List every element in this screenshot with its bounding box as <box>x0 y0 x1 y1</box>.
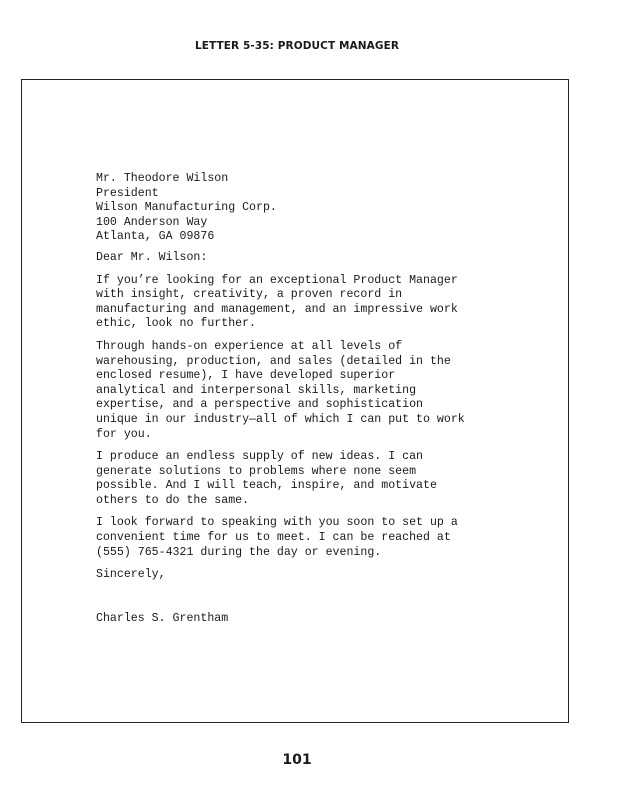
address-line: Atlanta, GA 09876 <box>96 230 215 244</box>
paragraph-line: analytical and interpersonal skills, marketing <box>96 383 417 397</box>
signature-name: Charles S. Grentham <box>96 611 229 625</box>
address-line: Mr. Theodore Wilson <box>96 172 229 185</box>
paragraph-line: expertise, and a perspective and sophistication <box>96 398 423 412</box>
paragraph-line: generate solutions to problems where none seem <box>96 464 417 478</box>
paragraph <box>96 274 516 332</box>
paragraph <box>96 516 516 560</box>
paragraph-line: Through hands-on experience at all levels of <box>96 339 403 353</box>
paragraph <box>96 450 516 508</box>
closing: Sincerely, <box>96 568 166 582</box>
paragraph-line: manufacturing and management, and an impressive work <box>96 302 458 316</box>
paragraph-line: ethic, look no further. <box>96 317 257 331</box>
paragraph-line: possible. And I will teach, inspire, and motivate <box>96 479 437 493</box>
recipient-address <box>96 172 516 245</box>
paragraph-line: others to do the same. <box>96 493 250 507</box>
paragraph-line: I produce an endless supply of new ideas. I can <box>96 450 423 464</box>
address-line: 100 Anderson Way <box>96 215 208 229</box>
paragraph-line: If you’re looking for an exceptional Product Manager <box>96 273 458 287</box>
paragraph-line: enclosed resume), I have developed superior <box>96 369 396 383</box>
address-line: President <box>96 186 159 200</box>
page-title: LETTER 5-35: PRODUCT MANAGER <box>194 40 400 52</box>
paragraph-line: (555) 765-4321 during the day or evening. <box>96 545 382 559</box>
paragraph-line: unique in our industry—all of which I can put to work <box>96 412 465 426</box>
address-line: Wilson Manufacturing Corp. <box>96 201 277 215</box>
paragraph <box>96 340 516 442</box>
letter-body <box>96 172 516 626</box>
page-number: 101 <box>282 752 312 768</box>
paragraph-line: with insight, creativity, a proven record in <box>96 288 403 302</box>
salutation: Dear Mr. Wilson: <box>96 250 208 264</box>
paragraph-line: for you. <box>96 427 152 441</box>
paragraph-line: I look forward to speaking with you soon to set up a <box>96 516 458 530</box>
paragraph-line: convenient time for us to meet. I can be reached at <box>96 531 451 545</box>
paragraph-line: warehousing, production, and sales (detailed in the <box>96 354 451 368</box>
